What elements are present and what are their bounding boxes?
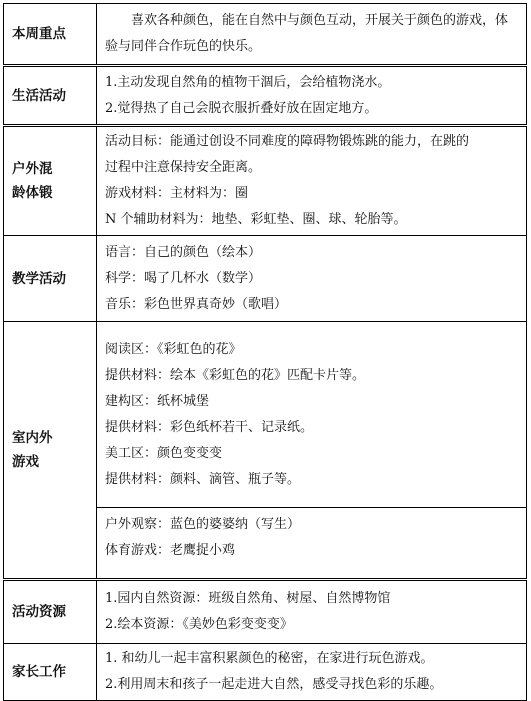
label-life: 生活活动 (4, 66, 97, 126)
resources-line-2: 2.绘本资源：《美妙色彩变变变》 (105, 617, 293, 632)
cell-life (97, 66, 527, 126)
row-outdoor (4, 126, 527, 236)
row-resources (4, 580, 527, 644)
cell-games (97, 322, 527, 580)
label-resources: 活动资源 (4, 580, 97, 644)
row-parents (4, 644, 527, 701)
life-line-2: 2.觉得热了自己会脱衣服折叠好放在固定地方。 (105, 100, 378, 116)
indoor-line-6: 提供材料：颜料、滴管、瓶子等。 (105, 471, 301, 487)
label-outdoor-line-1: 户外混 (12, 161, 53, 177)
cell-teaching (97, 236, 527, 322)
teaching-line-3: 音乐：彩色世界真奇妙（歌唱） (105, 296, 288, 312)
teaching-line-2: 科学：喝了几杯水（数学） (105, 270, 262, 286)
indoor-line-2: 提供材料：绘本《彩虹色的花》匹配卡片等。 (105, 367, 366, 383)
outdoor-line-1: 活动目标：能通过创设不同难度的障碍物锻炼跳的能力，在跳的 (105, 134, 470, 149)
outdoor-line-4: N 个辅助材料为：地垫、彩虹垫、圈、球、轮胎等。 (105, 212, 407, 227)
indoor-line-3: 建构区：纸杯城堡 (105, 393, 210, 409)
life-line-1: 1.主动发现自然角的植物干涸后，会给植物浇水。 (105, 74, 391, 90)
row-focus (4, 4, 527, 66)
label-outdoor-line-2: 龄体锻 (12, 185, 53, 201)
games-outdoor-line-2: 体育游戏：老鹰捉小鸡 (105, 542, 236, 558)
indoor-line-5: 美工区：颜色变变变 (105, 445, 223, 461)
games-spacer (105, 493, 518, 507)
focus-text: 喜欢各种颜色，能在自然中与颜色互动，开展关于颜色的游戏，体验与同伴合作玩色的快乐。 (105, 13, 509, 54)
indoor-line-4: 提供材料：彩色纸杯若干、记录纸。 (105, 419, 314, 435)
row-games (4, 322, 527, 580)
weekly-plan-table (3, 3, 527, 701)
label-teaching: 教学活动 (4, 236, 97, 322)
games-outdoor-line-1: 户外观察：蓝色的婆婆纳（写生） (105, 516, 301, 532)
label-focus: 本周重点 (4, 4, 97, 66)
cell-outdoor (97, 126, 527, 236)
parents-line-1: 1. 和幼儿一起丰富积累颜色的秘密，在家进行玩色游戏。 (105, 651, 434, 666)
row-life (4, 66, 527, 126)
indoor-line-1: 阅读区：《彩虹色的花》 (105, 341, 242, 357)
cell-focus (97, 4, 527, 66)
label-games-line-2: 游戏 (12, 454, 39, 470)
cell-parents (97, 644, 527, 701)
outdoor-line-3: 游戏材料：主材料为：圈 (105, 186, 249, 201)
cell-resources (97, 580, 527, 644)
label-games (4, 322, 97, 580)
row-teaching (4, 236, 527, 322)
outdoor-line-2: 过程中注意保持安全距离。 (105, 160, 262, 175)
label-games-line-1: 室内外 (12, 430, 53, 446)
resources-line-1: 1.园内自然资源：班级自然角、树屋、自然博物馆 (105, 591, 391, 606)
games-outdoor-section (97, 507, 526, 564)
teaching-line-1: 语言：自己的颜色（绘本） (105, 244, 262, 260)
parents-line-2: 2.利用周末和孩子一起走进大自然，感受寻找色彩的乐趣。 (105, 677, 443, 692)
label-outdoor (4, 126, 97, 236)
label-parents: 家长工作 (4, 644, 97, 701)
